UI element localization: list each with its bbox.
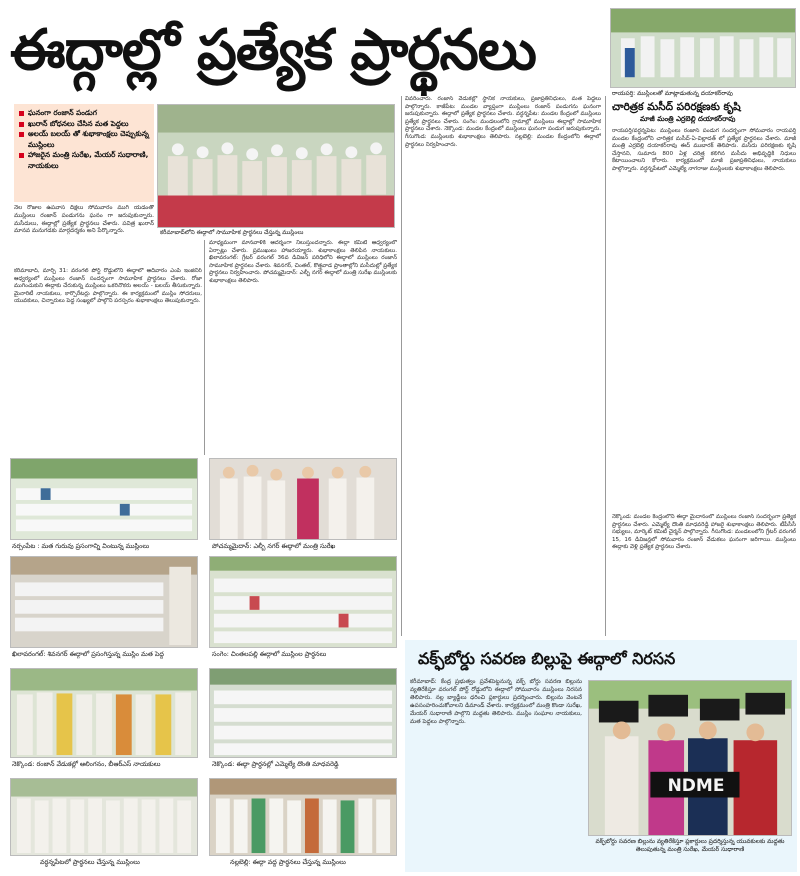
caption-waqf-photo: వక్ఫ్‌బోర్డు సవరణ బిల్లును వ్యతిరేకిస్తూ ప్లకార్డులు ప్రదర్శిస్తున్న యువకులకు మద్దతు తెలుపుతున్న మంత్రి సురేఖ, మేయర్ సుధారాణి (595, 838, 785, 853)
caption-p7: వర్ధన్నపేటలో ప్రార్థనలు చేస్తున్న ముస్లింలు (40, 858, 140, 866)
caption-top-photo: కరీమాబాద్‌లోని ఈద్గాలో సామూహిక ప్రార్థనలు చేస్తున్న ముస్లింలు (160, 230, 304, 236)
intro-text: నెల రోజుల ఉపవాస దీక్షలు సోమవారం ముగి యడంతో ముస్లింలు రంజాన్ పండుగను ఘనం గా జరుపుకున్నారు. మసీదులు, ఈద్గాల్లో ప్రత్యేక ప్రార్థనలు చేశారు. పవిత్ర ఖురాన్ మానవ మనుగడకు మార్గదర్శకం అని పేర్కొన్నారు. (14, 205, 154, 235)
caption-p4: సంగెం: చింతలపల్లి ఈద్గాలో ముస్లింల ప్రార్థనలు (212, 650, 327, 658)
caption-sidebar-photo: రాయపర్తి: ముస్లింలతో మాట్లాడుతున్న దయాకర్‌రావు (612, 90, 733, 97)
group-image (210, 459, 396, 539)
column-1-body: కరీమాబాద్, మార్చి 31: వరంగల్ పోర్ట్ రోడ్డులోని ఈద్గాలో ఆదివారం ఎంపీ ఇంజినీర్ ఆధ్వర్యంలో ముస్లింలు రంజాన్ సందర్భంగా సామూహిక ప్రార్థనలు చేశారు. రోజా ముగించుకుని ఈద్గాకు చేరుకున్న ముస్లింలు ఒకరినొకరు అలయ్ - బలయ్ తీసుకున్నారు. మైనారిటీ నాయకులు, కార్పొరేటర్లు పాల్గొన్నారు. ఈ కార్యక్రమంలో ముస్లిం సోదరులు, యువకులు, చిన్నారులు పెద్ద సంఖ్యలో పాల్గొని పరస్పరం శుభాకాంక్షలు తెలుపుకున్నారు. (14, 268, 202, 305)
column-2-body: మాధ్యమంగా మానవాళికి ఆదర్శంగా నిలుస్తుందన్నారు. ఈద్గా కమిటీ ఆధ్వర్యంలో ఏర్పాట్లు చేశారు. ప్రముఖులు హాజరయ్యారు. శుభాకాంక్షలు తెలిపిన నాయకులు. ఖిలావరంగల్: గ్రేటర్ వరంగల్ 36వ డివిజన్ పరిధిలోని ఈద్గాలో ముస్లింలు రంజాన్ సామూహిక ప్రార్థనలు చేశారు. శివనగర్, చింతల్, కొత్తవాడ ప్రాంతాల్లోని మసీదుల్లో ప్రత్యేక ప్రార్థనలు నిర్వహించారు. పోచమ్మమైదాన్: ఎల్బీ నగర్ ఈద్గాలో మంత్రి సురేఖ ముస్లింలకు శుభాకాంక్షలు తెలిపారు. (209, 240, 397, 284)
caption-p6: నెక్కొండ: ఈద్గా ప్రార్థనల్లో ఎమ్మెల్యే దొంతి మాధవరెడ్డి (212, 760, 339, 768)
highlight-item: హాజరైన మంత్రి సురేఖ, మేయర్ సుధారాణి, నాయకులు (19, 150, 149, 171)
caption-p2: పోచమ్మమైదాన్: ఎల్బీ నగర్ ఈద్గాలో మంత్రి సురేఖ (212, 542, 336, 550)
crowd-image (158, 105, 394, 227)
group-image (611, 9, 795, 87)
column-rule (401, 96, 402, 636)
crowd-image (11, 557, 197, 647)
highlight-item: ఘనంగా రంజాన్ పండుగ (19, 108, 149, 119)
photo-wardhannapet (10, 778, 198, 856)
highlight-item: అలయ్ బలయ్ తో శుభాకాంక్షలు చెప్పుకున్న ముస్లింలు (19, 129, 149, 150)
photo-waqf-protest (588, 680, 792, 836)
column-rule (204, 240, 205, 455)
waqf-box-title: వక్ఫ్‌బోర్డు సవరణ బిల్లుపై ఈద్గాలో నిరసన (418, 649, 676, 668)
headline: ఈద్గాల్లో ప్రత్యేక ప్రార్థనలు (10, 17, 536, 83)
column-rule (605, 96, 606, 636)
caption-p5: నెక్కొండ: రంజాన్ వేడుకల్లో ఆలింగనం, బీఆర్ఎస్ నాయకులు (12, 760, 161, 768)
photo-nallabelli (209, 778, 397, 856)
photo-khilawarangal (10, 556, 198, 648)
group-image (11, 779, 197, 855)
placard-text: NDME (667, 776, 725, 796)
waqf-box-body: కరీమాబాద్: కేంద్ర ప్రభుత్వం ప్రవేశపెట్టనున్న వక్ఫ్ బోర్డు సవరణ బిల్లును వ్యతిరేకిస్తూ వరంగల్ పోర్ట్ రోడ్డులోని ఈద్గాలో సోమవారం ముస్లింలు నిరసన తెలిపారు. నల్ల బ్యాడ్జీలు ధరించి ప్లకార్డులు ప్రదర్శించారు. బిల్లును వెంటనే ఉపసంహరించుకోవాలని డిమాండ్ చేశారు. కార్యక్రమంలో మంత్రి కొండా సురేఖ, మేయర్ సుధారాణి పాల్గొని మద్దతు తెలిపారు. ముస్లిం సంఘాల నాయకులు, మత పెద్దలు పాల్గొన్నారు. (410, 679, 582, 725)
sidebar-body: రాయపర్తి/వర్ధన్నపేట: ముస్లింలు రంజాన్ పండుగ సందర్భంగా సోమవారం రాయపర్తి మండల కేంద్రంలోని చారిత్రక మసీద్-ఏ-విల్లాదత్ లో ప్రత్యేక ప్రార్థనలు చేశారు. మాజీ మంత్రి ఎర్రబెల్లి దయాకర్‌రావు ఈద్ ముబారక్ తెలిపారు. మసీదు పరిరక్షణకు కృషి చేస్తానని, సుమారు 800 ఏళ్ల చరిత్ర కలిగిన మసీదు అభివృద్ధికి నిధులు కేటాయించాలని కోరారు. కార్యక్రమంలో మాజీ ప్రజాప్రతినిధులు, నాయకులు పాల్గొన్నారు. వర్ధన్నపేటలో ఎమ్మెల్యే నాగరాజు ముస్లింలకు శుభాకాంక్షలు తెలిపారు. (612, 128, 796, 172)
crowd-image (11, 459, 197, 539)
sidebar-title: చారిత్రక మసీద్ పరిరక్షణకు కృషి (612, 101, 741, 113)
photo-nekkonda-1 (10, 668, 198, 758)
crowd-image (210, 557, 396, 647)
photo-nekkonda-2 (209, 668, 397, 758)
photo-eidgah-prayer (157, 104, 395, 228)
caption-p1: నర్సంపేట : మత గురువు ప్రసంగాన్ని వింటున్న ముస్లింలు (12, 542, 150, 550)
sidebar-subtitle: మాజీ మంత్రి ఎర్రబెల్లి దయాకర్‌రావు (640, 115, 736, 123)
column-3-body: వివరించారు. రంజాన్ వేడుకల్లో స్థానిక నాయకులు, ప్రజాప్రతినిధులు, మత పెద్దలు పాల్గొన్నారు. కాజీపేట: మండల వ్యాప్తంగా ముస్లింలు రంజాన్ పండుగను ఘనంగా జరుపుకున్నారు. ఈద్గాలో ప్రత్యేక ప్రార్థనలు చేశారు. వర్ధన్నపేట: మండల కేంద్రంలో ముస్లింలు ప్రత్యేక ప్రార్థనలు చేశారు. సంగెం: మండలంలోని గ్రామాల్లో ముస్లింలు ఈద్గాల్లో సామూహిక ప్రార్థనలు చేశారు. నెక్కొండ: మండల కేంద్రంలో ముస్లింలు ఘనంగా పండుగ జరుపుకున్నారు. గీసుగొండ: ముస్లింలకు శుభాకాంక్షలు తెలిపారు. నల్లబెల్లి: మండల కేంద్రంలోని ఈద్గాలో ప్రార్థనలు నిర్వహించారు. (405, 96, 601, 148)
photo-minister-surekha (209, 458, 397, 540)
photo-rayaparthy (610, 8, 796, 88)
protest-image (589, 681, 791, 835)
highlight-item: ఖురాన్ బోధనలు చేసిన మత పెద్దలు (19, 119, 149, 130)
highlights-box (14, 104, 154, 202)
caption-p8: నల్లబెల్లి: ఈద్గా వద్ద ప్రార్థనలు చేస్తున్న ముస్లింలు (230, 858, 346, 866)
photo-narsampet (10, 458, 198, 540)
group-image (11, 669, 197, 757)
photo-sangem (209, 556, 397, 648)
caption-p3: ఖిలావరంగల్: శివనగర్ ఈద్గాలో ప్రసంగిస్తున్న ముస్లిం మత పెద్ద (12, 650, 164, 658)
crowd-image (210, 669, 396, 757)
column-3-lower-body: నెక్కొండ: మండల కేంద్రంలోని ఈద్గా మైదానంలో ముస్లింలు రంజాన్ సందర్భంగా ప్రత్యేక ప్రార్థనలు చేశారు. ఎమ్మెల్యే దొంతి మాధవరెడ్డి హాజరై శుభాకాంక్షలు తెలిపారు. టీపీసీసీ సభ్యులు, మార్కెట్ కమిటీ చైర్మన్ పాల్గొన్నారు. గీసుగొండ: మండలంలోని గ్రేటర్ వరంగల్ 15, 16 డివిజన్లలో సోమవారం రంజాన్ వేడుకలు ఘనంగా జరిగాయి. ముస్లింలు ఈద్గాకు వెళ్లి ప్రత్యేక ప్రార్థనలు చేశారు. (612, 514, 796, 551)
crowd-image (210, 779, 396, 855)
